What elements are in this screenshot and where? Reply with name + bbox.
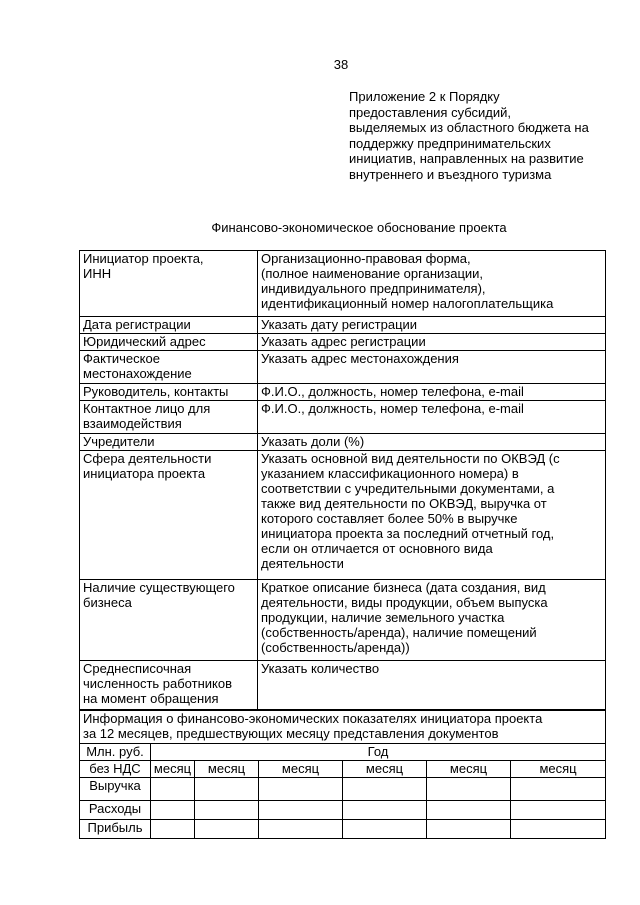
row-value: Указать доли (%) <box>258 434 606 451</box>
row-value: Ф.И.О., должность, номер телефона, e-mail <box>258 401 606 434</box>
row-label: Инициатор проекта, ИНН <box>80 251 258 317</box>
table-cell <box>259 801 343 820</box>
row-label: Контактное лицо для взаимодействия <box>80 401 258 434</box>
page-number: 38 <box>333 57 349 72</box>
month-header: месяц <box>343 761 427 778</box>
table-cell <box>259 820 343 839</box>
table-cell <box>511 820 606 839</box>
appendix-line: инициатив, направленных на развитие <box>349 151 584 166</box>
table-cell <box>427 820 511 839</box>
table-row <box>80 351 606 384</box>
table-cell <box>195 820 259 839</box>
table-row <box>80 434 606 451</box>
row-value: Указать количество <box>258 661 606 710</box>
row-value: Указать адрес местонахождения <box>258 351 606 384</box>
table-row <box>80 317 606 334</box>
table-row <box>80 711 606 744</box>
row-value: Краткое описание бизнеса (дата создания, вид деятельности, виды продукции, объем выпуска продукции, наличие земельного участка (собственность/аренда), наличие помещений (собственность/аренда)) <box>258 580 606 661</box>
revenue-label: Выручка <box>80 778 151 801</box>
table-row <box>80 401 606 434</box>
appendix-line: предоставления субсидий, <box>349 104 512 120</box>
project-info-table <box>79 250 606 710</box>
financial-info-heading: Информация о финансово-экономических показателях инициатора проекта за 12 месяцев, предшествующих месяцу представления документов <box>80 711 606 744</box>
month-header: месяц <box>151 761 195 778</box>
table-cell <box>195 801 259 820</box>
table-row <box>80 778 606 801</box>
appendix-line: выделяемых из областного бюджета на <box>349 120 589 135</box>
appendix-line: Приложение 2 к Порядку <box>349 89 500 104</box>
row-value: Указать адрес регистрации <box>258 334 606 351</box>
row-label: Дата регистрации <box>80 317 258 334</box>
table-row <box>80 580 606 661</box>
table-cell <box>427 778 511 801</box>
expenses-label: Расходы <box>80 801 151 820</box>
row-label: Руководитель, контакты <box>80 384 258 401</box>
month-header: месяц <box>195 761 259 778</box>
table-row <box>80 384 606 401</box>
row-value: Указать основной вид деятельности по ОКВЭД (с указанием классификационного номера) в соответствии с учредительными документами, а также вид деятельности по ОКВЭД, выручка от которого составляет более 50% в выручке инициатора проекта за последний отчетный год, если он отличается от основного вида деятельности <box>258 451 606 580</box>
table-cell <box>151 778 195 801</box>
table-cell <box>259 778 343 801</box>
unit-label-vat: без НДС <box>80 761 151 778</box>
unit-label: Млн. руб. <box>80 744 151 761</box>
table-row <box>80 820 606 839</box>
table-cell <box>151 820 195 839</box>
table-cell <box>343 801 427 820</box>
row-label: Наличие существующего бизнеса <box>80 580 258 661</box>
table-row <box>80 334 606 351</box>
financial-indicators-table <box>79 710 606 839</box>
row-label: Сфера деятельности инициатора проекта <box>80 451 258 580</box>
document-title: Финансово-экономическое обоснование проекта <box>211 220 507 235</box>
month-header: месяц <box>259 761 343 778</box>
table-cell <box>343 778 427 801</box>
row-label: Учредители <box>80 434 258 451</box>
row-label: Фактическое местонахождение <box>80 351 258 384</box>
row-label: Юридический адрес <box>80 334 258 351</box>
row-value: Указать дату регистрации <box>258 317 606 334</box>
table-row <box>80 744 606 761</box>
table-cell <box>511 801 606 820</box>
year-header: Год <box>151 744 606 761</box>
month-header: месяц <box>511 761 606 778</box>
table-row <box>80 801 606 820</box>
appendix-line: внутреннего и въездного туризма <box>349 166 552 182</box>
table-cell <box>195 778 259 801</box>
table-cell <box>511 778 606 801</box>
appendix-note <box>349 89 629 182</box>
table-row <box>80 661 606 710</box>
table-row <box>80 451 606 580</box>
table-cell <box>151 801 195 820</box>
table-row <box>80 251 606 317</box>
table-cell <box>343 820 427 839</box>
table-row <box>80 761 606 778</box>
row-value: Ф.И.О., должность, номер телефона, e-mail <box>258 384 606 401</box>
profit-label: Прибыль <box>80 820 151 839</box>
month-header: месяц <box>427 761 511 778</box>
row-value: Организационно-правовая форма, (полное наименование организации, индивидуального предпринимателя), идентификационный номер налогоплательщика <box>258 251 606 317</box>
row-label: Среднесписочная численность работников на момент обращения <box>80 661 258 710</box>
appendix-line: поддержку предпринимательских <box>349 135 551 151</box>
table-cell <box>427 801 511 820</box>
